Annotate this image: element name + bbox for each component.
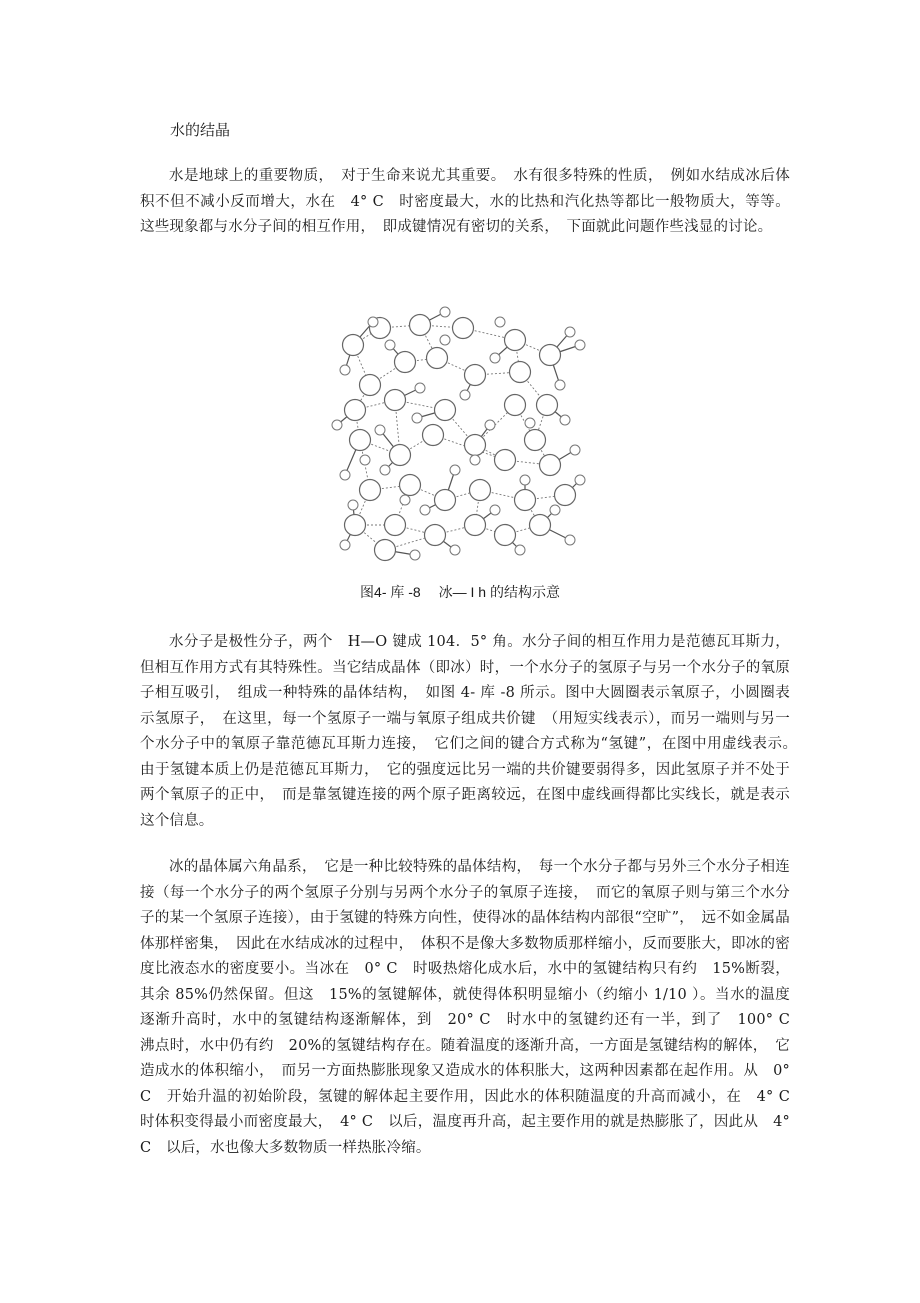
- oxygen-atom: [345, 400, 366, 421]
- oxygen-atom: [540, 455, 561, 476]
- oxygen-atom: [390, 445, 411, 466]
- hydrogen-atom: [555, 380, 565, 390]
- oxygen-atom: [510, 362, 531, 383]
- oxygen-atom: [495, 525, 516, 546]
- hydrogen-atom: [340, 540, 350, 550]
- hydrogen-atom: [470, 455, 480, 465]
- oxygen-atom: [515, 490, 536, 511]
- hydrogen-atom: [550, 505, 560, 515]
- hydrogen-atom: [560, 415, 570, 425]
- hydrogen-atom: [520, 475, 530, 485]
- oxygen-atom: [423, 425, 444, 446]
- oxygen-atom: [435, 400, 456, 421]
- oxygen-atom: [540, 345, 561, 366]
- oxygen-atom: [555, 485, 576, 506]
- oxygen-atom: [525, 430, 546, 451]
- oxygen-atom: [410, 315, 431, 336]
- ice-structure-diagram: [325, 300, 595, 570]
- oxygen-atom: [425, 525, 446, 546]
- hydrogen-atom: [368, 317, 378, 327]
- ice-structure-figure: [325, 300, 595, 570]
- oxygen-atom: [537, 395, 558, 416]
- hydrogen-atom: [525, 418, 535, 428]
- oxygen-atom: [350, 430, 371, 451]
- oxygen-atom: [453, 318, 474, 339]
- hydrogen-atom: [400, 495, 410, 505]
- oxygen-atom: [427, 348, 448, 369]
- oxygen-atom: [465, 365, 486, 386]
- hydrogen-atom: [575, 340, 585, 350]
- oxygen-atom: [400, 475, 421, 496]
- oxygen-atom: [395, 352, 416, 373]
- oxygen-atom: [385, 515, 406, 536]
- hydrogen-atom: [460, 390, 470, 400]
- oxygen-atom: [345, 515, 366, 536]
- oxygen-atom: [505, 330, 526, 351]
- oxygen-atom: [505, 395, 526, 416]
- hydrogen-atom: [410, 550, 420, 560]
- hydrogen-atom: [332, 420, 342, 430]
- hydrogen-atom: [348, 500, 358, 510]
- oxygen-atom: [465, 515, 486, 536]
- paragraph-ice-crystal: 冰的晶体属六角晶系， 它是一种比较特殊的晶体结构， 每一个水分子都与另外三个水分子相连接（每一个水分子的两个氢原子分别与另两个水分子的氧原子连接， 而它的氧原子则与第三个水分子的某一个氢原子连接），由于氢键的特殊方向性，使得冰的晶体结构内部很“空旷”， 远不如金属晶体那样密集， 因此在水结成冰的过程中， 体积不是像大多数物质那样缩小，反而要胀大，即冰的密度比液态水的密度要小。当冰在 0° C 时吸热熔化成水后，水中的氢键结构只有约 15%断裂，其余 85%仍然保留。但这 15%的氢键解体，就使得体积明显缩小（约缩小 1/10 ）。当水的温度逐渐升高时，水中的氢键结构逐渐解体，到 20° C 时水中的氢键约还有一半，到了 100° C 沸点时，水中仍有约 20%的氢键结构存在。随着温度的逐渐升高，一方面是氢键结构的解体， 它造成水的体积缩小， 而另一方面热膨胀现象又造成水的体积胀大，这两种因素都在起作用。从 0° C 开始升温的初始阶段，氢键的解体起主要作用，因此水的体积随温度的升高而减小，在 4° C 时体积变得最小而密度最大， 4° C 以后，温度再升高，起主要作用的就是热膨胀了，因此从 4° C 以后，水也像大多数物质一样热胀冷缩。: [140, 859, 805, 1156]
- hydrogen-atom: [450, 465, 460, 475]
- oxygen-atom: [470, 480, 491, 501]
- figure-caption: 图4- 库 -8 冰— I h 的结构示意: [360, 584, 560, 600]
- hydrogen-atom: [440, 307, 450, 317]
- oxygen-atom: [360, 480, 381, 501]
- oxygen-atom: [435, 490, 456, 511]
- hydrogen-atom: [340, 365, 350, 375]
- hydrogen-atom: [575, 475, 585, 485]
- paragraph-hydrogen-bond: 水分子是极性分子，两个 H—O 键成 104．5° 角。水分子间的相互作用力是范德瓦耳斯力，但相互作用方式有其特殊性。当它结成晶体（即冰）时，一个水分子的氢原子与另一个水分子的氧原子相互吸引， 组成一种特殊的晶体结构， 如图 4- 库 -8 所示。图中大圆圈表示氧原子，小圆圈表示氢原子， 在这里，每一个氢原子一端与氧原子组成共价键 （用短实线表示），而另一端则与另一个水分子中的氧原子靠范德瓦耳斯力连接， 它们之间的键合方式称为“氢键”，在图中用虚线表示。 由于氢键本质上仍是范德瓦耳斯力， 它的强度远比另一端的共价键要弱得多，因此氢原子并不处于两个氧原子的正中， 而是靠氢键连接的两个原子距离较远，在图中虚线画得都比实线长，就是表示这个信息。: [140, 634, 805, 829]
- oxygen-atom: [375, 540, 396, 561]
- hydrogen-atom: [515, 545, 525, 555]
- document-title: 水的结晶: [170, 121, 231, 139]
- oxygen-atom: [343, 335, 364, 356]
- hydrogen-atom: [570, 445, 580, 455]
- hydrogen-atom: [415, 383, 425, 393]
- hydrogen-atom: [340, 470, 350, 480]
- hydrogen-atom: [375, 425, 385, 435]
- oxygen-atom: [465, 435, 486, 456]
- oxygen-atom: [495, 450, 516, 471]
- hydrogen-atom: [490, 505, 500, 515]
- hydrogen-atom: [385, 340, 395, 350]
- paragraph-intro: 水是地球上的重要物质， 对于生命来说尤其重要。 水有很多特殊的性质， 例如水结成冰后体积不但不减小反而增大，水在 4° C 时密度最大，水的比热和汽化热等都比一般物质大，等等。这些现象都与水分子间的相互作用， 即成键情况有密切的关系， 下面就此问题作些浅显的讨论。: [140, 168, 790, 235]
- hydrogen-atom: [565, 327, 575, 337]
- oxygen-atom: [530, 515, 551, 536]
- hydrogen-atom: [485, 420, 495, 430]
- oxygen-atom: [385, 390, 406, 411]
- hydrogen-atom: [420, 505, 430, 515]
- hydrogen-atom: [450, 545, 460, 555]
- hydrogen-atom: [490, 353, 500, 363]
- hydrogen-atom: [565, 535, 575, 545]
- hydrogen-atom: [440, 335, 450, 345]
- hydrogen-atom: [412, 413, 422, 423]
- oxygen-atom: [360, 375, 381, 396]
- hydrogen-atom: [495, 317, 505, 327]
- hydrogen-atom: [380, 465, 390, 475]
- hydrogen-atom: [360, 455, 370, 465]
